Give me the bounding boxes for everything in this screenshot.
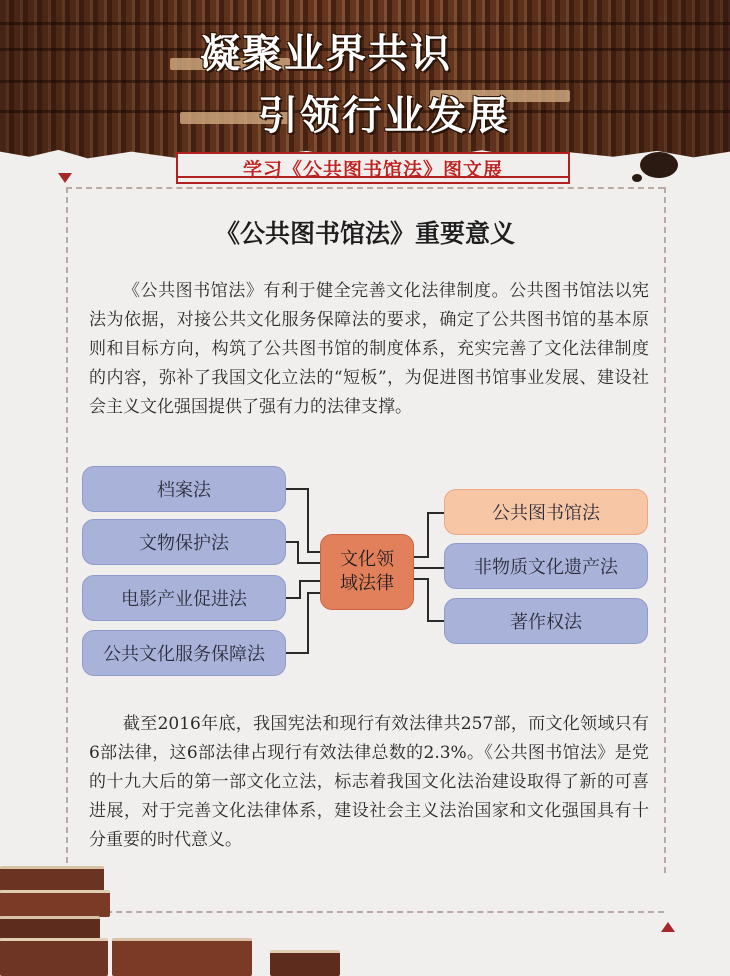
diagram-node-public-library-law: 公共图书馆法 bbox=[444, 489, 648, 535]
center-node-line2: 域法律 bbox=[340, 573, 394, 594]
banner-title-line1: 凝聚业界共识 bbox=[200, 31, 452, 77]
diagram-node-archives-law: 档案法 bbox=[82, 466, 286, 512]
connector-line bbox=[427, 512, 444, 514]
connector-line bbox=[427, 578, 429, 622]
connector-line bbox=[307, 551, 320, 553]
connector-line bbox=[299, 580, 320, 582]
connector-line bbox=[427, 620, 444, 622]
triangle-marker-icon bbox=[661, 922, 675, 932]
subtitle-text: 学习《公共图书馆法》图文展 bbox=[242, 159, 503, 181]
diagram-node-copyright-law: 著作权法 bbox=[444, 598, 648, 644]
banner-title-line2: 引领行业发展 bbox=[258, 93, 510, 139]
center-node-line1: 文化领 bbox=[340, 549, 394, 570]
ink-splash-decoration bbox=[640, 152, 678, 178]
diagram-node-public-culture-service-law: 公共文化服务保障法 bbox=[82, 630, 286, 676]
diagram-node-intangible-heritage-law: 非物质文化遗产法 bbox=[444, 543, 648, 589]
connector-line bbox=[414, 567, 444, 569]
connector-line bbox=[299, 580, 301, 599]
ink-splash-decoration bbox=[632, 174, 642, 182]
subtitle-banner bbox=[176, 152, 570, 184]
statistics-paragraph: 截至2016年底，我国宪法和现行有效法律共257部，而文化领域只有6部法律，这6部法律占现行有效法律总数的2.3%。《公共图书馆法》是党的十九大后的第一部文化立法，标志着我国文化法治建设取得了新的可喜进展，对于完善文化法律体系，建设社会主义法治国家和文化强国具有十分重要的时代意义。 bbox=[89, 714, 649, 850]
connector-line bbox=[307, 488, 309, 552]
connector-line bbox=[286, 652, 308, 654]
connector-line bbox=[297, 541, 299, 563]
connector-line bbox=[286, 597, 300, 599]
intro-paragraph: 《公共图书馆法》有利于健全完善文化法律制度。公共图书馆法以宪法为依据，对接公共文化服务保障法的要求，确定了公共图书馆的基本原则和目标方向，构筑了公共图书馆的制度体系，充实完善了文化法律制度的内容，弥补了我国文化立法的“短板”，为促进图书馆事业发展、建设社会主义文化强国提供了强有力的法律支撑。 bbox=[89, 281, 649, 417]
connector-line bbox=[307, 592, 320, 594]
connector-line bbox=[307, 592, 309, 654]
section-title: 《公共图书馆法》重要意义 bbox=[214, 219, 515, 248]
frame-border-left bbox=[66, 187, 68, 873]
frame-border-bottom bbox=[66, 911, 664, 913]
connector-line bbox=[427, 512, 429, 558]
diagram-node-film-industry-law: 电影产业促进法 bbox=[82, 575, 286, 621]
frame-border-right bbox=[664, 187, 666, 873]
connector-line bbox=[414, 578, 428, 580]
connector-line bbox=[286, 488, 308, 490]
triangle-marker-icon bbox=[58, 173, 72, 183]
diagram-node-cultural-relics-law: 文物保护法 bbox=[82, 519, 286, 565]
connector-line bbox=[297, 562, 320, 564]
frame-border-top bbox=[66, 187, 664, 189]
diagram-node-cultural-law-center bbox=[320, 534, 414, 610]
connector-line bbox=[414, 556, 428, 558]
